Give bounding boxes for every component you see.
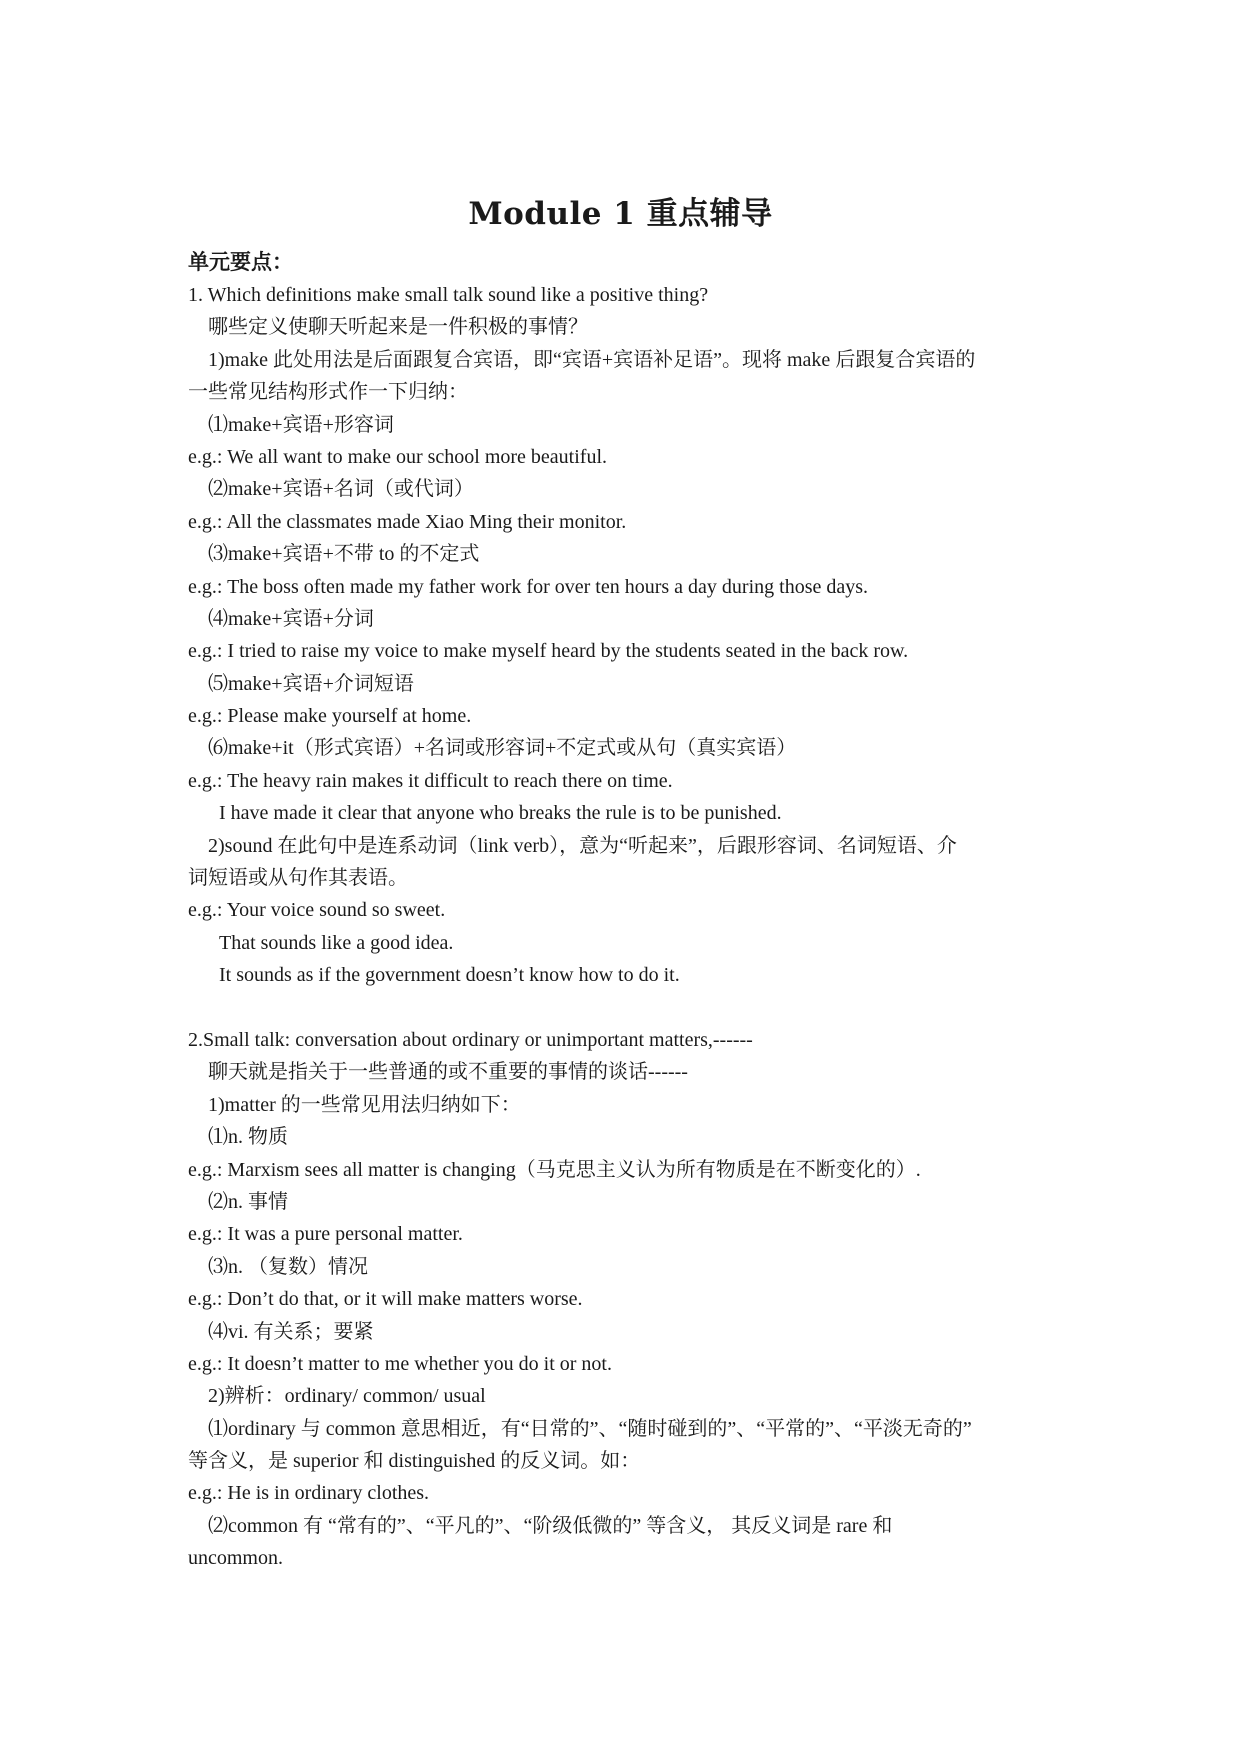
example-sentence: e.g.: Don’t do that, or it will make matters worse.	[188, 1288, 583, 1311]
example-sentence: e.g.: He is in ordinary clothes.	[188, 1482, 430, 1505]
question-2: 2.Small talk: conversation about ordinary or unimportant matters,------	[188, 1028, 753, 1051]
example-sentence: e.g.: The heavy rain makes it difficult to reach there on time.	[188, 769, 673, 792]
discrimination-heading: 2)辨析：ordinary/ common/ usual	[208, 1385, 486, 1408]
page-title: Module 1 重点辅导	[468, 196, 773, 232]
sound-usage-note-cont: 词短语或从句作其表语。	[188, 867, 408, 890]
make-usage-note: 1)make 此处用法是后面跟复合宾语，即“宾语+宾语补足语”。现将 make 后跟复合宾语的	[208, 348, 976, 371]
question-1: 1. Which definitions make small talk sound like a positive thing?	[188, 284, 709, 306]
document-body	[188, 246, 1068, 1575]
example-sentence: I have made it clear that anyone who breaks the rule is to be punished.	[219, 802, 782, 825]
make-structure-1: ⑴make+宾语+形容词	[208, 413, 394, 436]
example-sentence: It sounds as if the government doesn’t know how to do it.	[219, 964, 680, 987]
matter-usage-3: ⑶n. （复数）情况	[208, 1255, 368, 1278]
section-heading: 单元要点：	[188, 250, 293, 274]
example-sentence: e.g.: It was a pure personal matter.	[188, 1223, 463, 1246]
make-structure-6: ⑹make+it（形式宾语）+名词或形容词+不定式或从句（真实宾语）	[208, 737, 797, 760]
ordinary-common-note: ⑴ordinary 与 common 意思相近，有“日常的”、“随时碰到的”、“平常的”、“平淡无奇的”	[208, 1417, 972, 1440]
make-usage-note-cont: 一些常见结构形式作一下归纳：	[188, 381, 468, 404]
question-1-translation: 哪些定义使聊天听起来是一件积极的事情？	[208, 316, 588, 339]
example-sentence: e.g.: We all want to make our school more beautiful.	[188, 445, 608, 468]
matter-usage-1: ⑴n. 物质	[208, 1126, 288, 1149]
example-sentence: e.g.: It doesn’t matter to me whether you do it or not.	[188, 1352, 612, 1375]
blank-line	[188, 992, 1068, 1024]
example-sentence: e.g.: All the classmates made Xiao Ming their monitor.	[188, 510, 627, 533]
matter-usage-2: ⑵n. 事情	[208, 1190, 288, 1213]
question-2-translation: 聊天就是指关于一些普通的或不重要的事情的谈话------	[208, 1061, 688, 1084]
ordinary-common-note-cont: 等含义，是 superior 和 distinguished 的反义词。如：	[188, 1450, 641, 1473]
matter-usage-note: 1)matter 的一些常见用法归纳如下：	[208, 1093, 521, 1116]
make-structure-5: ⑸make+宾语+介词短语	[208, 672, 414, 695]
common-note: ⑵common 有 “常有的”、“平凡的”、“阶级低微的” 等含义， 其反义词是 rare 和	[208, 1514, 893, 1537]
common-note-cont: uncommon.	[188, 1547, 283, 1570]
example-sentence: e.g.: Your voice sound so sweet.	[188, 899, 446, 922]
example-sentence: That sounds like a good idea.	[219, 931, 454, 954]
example-sentence: e.g.: I tried to raise my voice to make myself heard by the students seated in the back row.	[188, 640, 909, 663]
example-sentence: e.g.: Please make yourself at home.	[188, 705, 472, 728]
make-structure-4: ⑷make+宾语+分词	[208, 607, 374, 630]
matter-usage-4: ⑷vi. 有关系；要紧	[208, 1320, 374, 1343]
example-sentence: e.g.: The boss often made my father work for over ten hours a day during those days.	[188, 575, 869, 598]
make-structure-2: ⑵make+宾语+名词（或代词）	[208, 478, 474, 501]
make-structure-3: ⑶make+宾语+不带 to 的不定式	[208, 543, 480, 566]
sound-usage-note: 2)sound 在此句中是连系动词（link verb），意为“听起来”，后跟形容词、名词短语、介	[208, 834, 957, 857]
example-sentence: e.g.: Marxism sees all matter is changing（马克思主义认为所有物质是在不断变化的）.	[188, 1158, 921, 1181]
